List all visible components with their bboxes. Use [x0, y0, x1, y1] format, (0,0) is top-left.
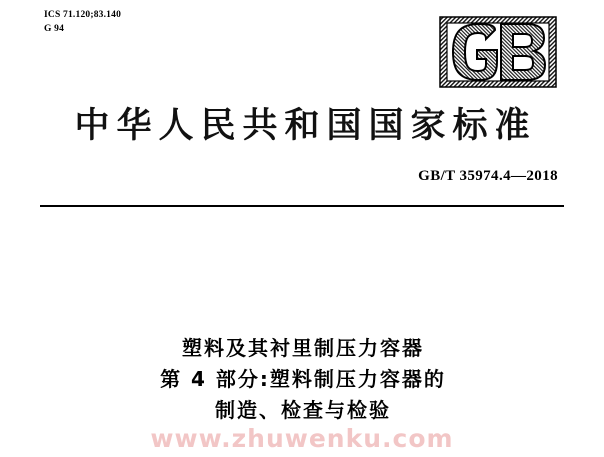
header-divider [40, 205, 564, 207]
ccs-code: G 94 [44, 23, 65, 34]
document-title [0, 333, 604, 426]
national-standard-title: 中华人民共和国国家标准 [74, 106, 537, 146]
ics-classification-block [44, 10, 121, 36]
watermark-text: www.zhuwenku.com [150, 424, 454, 453]
document-title-line-3: 制造、检查与检验 [215, 398, 391, 422]
document-title-line-2: 第 4 部分:塑料制压力容器的 [160, 367, 446, 391]
gb-emblem [439, 16, 557, 88]
document-title-line-1: 塑料及其衬里制压力容器 [182, 336, 424, 360]
ics-code: ICS 71.120;83.140 [44, 10, 122, 20]
standard-number: GB/T 35974.4—2018 [418, 168, 558, 184]
